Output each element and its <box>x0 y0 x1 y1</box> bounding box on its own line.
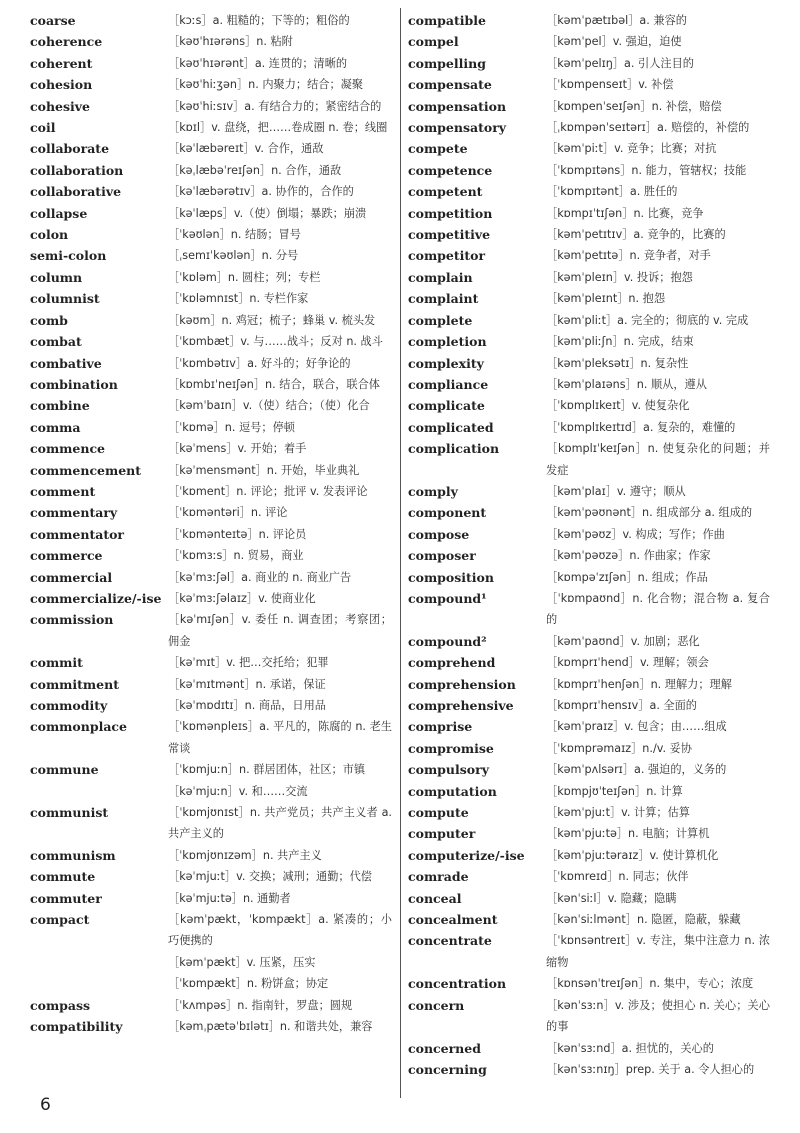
entry-headword: composer <box>408 548 476 564</box>
entry-headword: compose <box>408 526 470 542</box>
dictionary-entry <box>408 823 770 844</box>
dictionary-entry <box>408 502 770 523</box>
dictionary-entry <box>30 952 392 973</box>
dictionary-entry <box>30 417 392 438</box>
dictionary-entry <box>30 310 392 331</box>
entry-definition: ［ˈkɒmjuːn］n. 群居团体，社区；市镇 <box>168 763 366 777</box>
column-divider <box>400 8 401 1098</box>
entry-definition: ［kəˈmɜːʃəl］a. 商业的 n. 商业广告 <box>168 570 352 584</box>
dictionary-entry <box>408 481 770 502</box>
dictionary-entry <box>408 716 770 737</box>
entry-headword: comrade <box>408 869 469 885</box>
dictionary-entry <box>408 674 770 695</box>
dictionary-entry <box>30 267 392 288</box>
entry-definition: ［kəmˈpetɪtɪv］a. 竞争的，比赛的 <box>546 228 726 242</box>
entry-definition: ［ˈkɒmjʊnɪzəm］n. 共产主义 <box>168 848 322 862</box>
entry-definition: ［ˈkɒləm］n. 圆柱；列；专栏 <box>168 270 321 284</box>
entry-headword: cohesion <box>30 77 93 93</box>
entry-definition: ［kəmˈpliːt］a. 完全的；彻底的 v. 完成 <box>546 313 749 327</box>
entry-definition: ［ˈkɒməntəri］n. 评论 <box>168 506 288 520</box>
dictionary-entry <box>408 1059 770 1080</box>
entry-definition: ［ˌkɒmpənˈseɪtərɪ］a. 赔偿的，补偿的 <box>546 121 750 135</box>
entry-definition: ［kənˈsiːlmənt］n. 隐匿，隐蔽，躲藏 <box>546 913 741 927</box>
entry-definition: ［kəʊˈhiːsɪv］a. 有结合力的；紧密结合的 <box>168 99 382 113</box>
entry-definition: ［kəmˈpleɪnt］n. 抱怨 <box>546 292 666 306</box>
entry-headword: column <box>30 269 83 285</box>
entry-definition: ［kəmˈpjuːt］v. 计算；估算 <box>546 806 690 820</box>
entry-definition: ［kəʊˈhɪərənt］a. 连贯的；清晰的 <box>168 56 348 70</box>
entry-headword: concealment <box>408 912 498 928</box>
entry-headword: combination <box>30 376 118 392</box>
entry-headword: complicated <box>408 419 494 435</box>
entry-headword: commentary <box>30 505 118 521</box>
entry-definition: ［kəˌlæbəˈreɪʃən］n. 合作，通敌 <box>168 163 342 177</box>
entry-definition: ［kəmˈpækt］v. 压紧，压实 <box>168 955 316 969</box>
dictionary-entry <box>408 759 770 780</box>
entry-headword: commission <box>30 612 114 628</box>
dictionary-entry <box>30 203 392 224</box>
entry-definition: ［kəmˈpleksətɪ］n. 复杂性 <box>546 356 689 370</box>
dictionary-entry <box>30 781 392 802</box>
dictionary-entry <box>408 395 770 416</box>
entry-definition: ［ˈkɒmreɪd］n. 同志；伙伴 <box>546 870 689 884</box>
dictionary-entry <box>408 909 770 930</box>
entry-definition: ［ˈkʌmpəs］n. 指南针，罗盘；圆规 <box>168 998 353 1012</box>
entry-definition: ［kənˈsɜːn］v. 涉及；使担心 n. 关心；关心的事 <box>546 998 770 1034</box>
entry-definition: ［kəˈmensmənt］n. 开始，毕业典礼 <box>168 463 360 477</box>
dictionary-entry <box>408 631 770 652</box>
dictionary-entry <box>30 802 392 845</box>
entry-headword: component <box>408 505 487 521</box>
entry-headword: complain <box>408 269 473 285</box>
dictionary-entry <box>408 930 770 973</box>
dictionary-entry <box>408 96 770 117</box>
entry-definition: ［ˈkɒmplɪkeɪt］v. 使复杂化 <box>546 399 690 413</box>
entry-definition: ［ˈkɒmpɪtənt］a. 胜任的 <box>546 185 678 199</box>
entry-definition: ［kəmˈpjuːtəraɪz］v. 使计算机化 <box>546 848 719 862</box>
entry-headword: complaint <box>408 291 479 307</box>
entry-headword: comprehensive <box>408 698 514 713</box>
dictionary-entry <box>30 909 392 952</box>
entry-headword: commercial <box>30 569 113 585</box>
entry-headword: colon <box>30 227 69 243</box>
entry-definition: ［kɒmbɪˈneɪʃən］n. 结合，联合，联合体 <box>168 377 380 391</box>
entry-headword: computer <box>408 826 476 842</box>
dictionary-entry <box>408 310 770 331</box>
dictionary-entry <box>30 117 392 138</box>
entry-definition: ［kəˈmjuːt］v. 交换；减刑；通勤；代偿 <box>168 870 372 884</box>
entry-headword: comprise <box>408 719 473 735</box>
entry-definition: ［kəmˈpel］v. 强迫，迫使 <box>546 35 682 49</box>
dictionary-entry <box>30 674 392 695</box>
dictionary-entry <box>30 438 392 459</box>
dictionary-entry <box>408 331 770 352</box>
entry-headword: comma <box>30 419 81 435</box>
dictionary-entry <box>408 738 770 759</box>
entry-headword: commence <box>30 441 106 457</box>
entry-definition: ［kəmˈpaʊnd］v. 加剧；恶化 <box>546 634 700 648</box>
entry-definition: ［ˈkɒmbæt］v. 与……战斗；反对 n. 战斗 <box>168 335 383 349</box>
entry-headword: compliance <box>408 376 489 392</box>
entry-headword: concern <box>408 997 465 1013</box>
entry-headword: comply <box>408 483 458 499</box>
entry-headword: computerize/-ise <box>408 847 525 863</box>
dictionary-entry <box>408 695 770 716</box>
dictionary-entry <box>408 545 770 566</box>
dictionary-entry <box>408 973 770 994</box>
entry-definition: ［kəˈlæbəreɪt］v. 合作，通敌 <box>168 142 324 156</box>
dictionary-entry <box>30 567 392 588</box>
dictionary-entry <box>408 845 770 866</box>
entry-headword: complete <box>408 312 473 328</box>
entry-headword: competition <box>408 205 493 221</box>
entry-headword: competent <box>408 184 483 200</box>
entry-definition: ［kəmˈpelɪŋ］a. 引人注目的 <box>546 56 694 70</box>
dictionary-entry <box>408 245 770 266</box>
entry-definition: ［kɒmpenˈseɪʃən］n. 补偿，赔偿 <box>546 99 722 113</box>
entry-definition: ［kɒnsənˈtreɪʃən］n. 集中，专心；浓度 <box>546 977 754 991</box>
entry-headword: compulsory <box>408 762 489 778</box>
dictionary-entry <box>30 331 392 352</box>
entry-headword: commentator <box>30 526 125 542</box>
entry-headword: compute <box>408 805 469 821</box>
entry-headword: coil <box>30 120 56 136</box>
entry-headword: competence <box>408 162 493 178</box>
dictionary-entry <box>408 524 770 545</box>
entry-definition: ［kəmˈpəʊz］v. 构成；写作；作曲 <box>546 527 725 541</box>
entry-definition: ［kəmˈplaɪ］v. 遵守；顺从 <box>546 484 686 498</box>
dictionary-entry <box>408 288 770 309</box>
dictionary-entry <box>408 1038 770 1059</box>
entry-definition: ［ˈkɒmɜːs］n. 贸易，商业 <box>168 549 304 563</box>
entry-headword: composition <box>408 569 494 585</box>
dictionary-entry <box>30 545 392 566</box>
entry-definition: ［kəʊˈhɪərəns］n. 粘附 <box>168 35 293 49</box>
dictionary-entry <box>30 1016 392 1037</box>
entry-definition: ［ˈkɒmprəmaɪz］n./v. 妥协 <box>546 741 692 755</box>
entry-definition: ［kəmˈpʌlsərɪ］a. 强迫的，义务的 <box>546 763 727 777</box>
entry-headword: concerning <box>408 1061 487 1077</box>
dictionary-entry <box>30 138 392 159</box>
entry-headword: concerned <box>408 1040 481 1056</box>
entry-headword: coherence <box>30 34 103 50</box>
entry-headword: compelling <box>408 55 486 71</box>
right-column <box>408 10 770 1080</box>
entry-headword: collaborate <box>30 141 110 157</box>
entry-headword: compensatory <box>408 120 507 136</box>
dictionary-entry <box>30 502 392 523</box>
dictionary-entry <box>30 695 392 716</box>
entry-definition: ［ˈkɒmbətɪv］a. 好斗的；好争论的 <box>168 356 351 370</box>
entry-definition: ［kəmˈpiːt］v. 竞争；比赛；对抗 <box>546 142 717 156</box>
entry-headword: coarse <box>30 13 76 28</box>
entry-headword: compound¹ <box>408 590 487 606</box>
entry-headword: commerce <box>30 548 103 564</box>
entry-headword: concentrate <box>408 933 492 949</box>
entry-headword: collaborative <box>30 184 122 200</box>
entry-headword: concentration <box>408 976 507 992</box>
entry-definition: ［ˈkɒmpɪtəns］n. 能力，管辖权；技能 <box>546 163 747 177</box>
entry-headword: compensate <box>408 77 492 93</box>
dictionary-entry <box>408 802 770 823</box>
entry-headword: collaboration <box>30 162 124 178</box>
entry-headword: compound² <box>408 633 487 649</box>
entry-headword: completion <box>408 334 487 350</box>
entry-headword: compensation <box>408 98 507 114</box>
entry-definition: ［kɒɪl］v. 盘绕，把……卷成圈 n. 卷；线圈 <box>168 121 388 135</box>
dictionary-entry <box>30 524 392 545</box>
dictionary-entry <box>30 224 392 245</box>
dictionary-entry <box>408 995 770 1038</box>
entry-definition: ［kəmˈplaɪəns］n. 顺从，遵从 <box>546 377 707 391</box>
dictionary-entry <box>30 181 392 202</box>
entry-definition: ［kəmˈbaɪn］v.（使）结合；（使）化合 <box>168 399 370 413</box>
entry-headword: compatibility <box>30 1019 123 1035</box>
entry-headword: combat <box>30 334 82 350</box>
dictionary-entry <box>30 245 392 266</box>
entry-definition: ［kɒmprɪˈhensɪv］a. 全面的 <box>546 699 697 712</box>
entry-definition: ［kəˈmɪtmənt］n. 承诺，保证 <box>168 677 326 691</box>
entry-definition: ［kəmˌpætəˈbɪlətɪ］n. 和谐共处，兼容 <box>168 1020 373 1034</box>
dictionary-entry <box>30 866 392 887</box>
entry-definition: ［ˈkɒləmnɪst］n. 专栏作家 <box>168 292 309 306</box>
entry-headword: compatible <box>408 13 486 28</box>
entry-definition: ［kəmˈpəʊnənt］n. 组成部分 a. 组成的 <box>546 506 753 520</box>
entry-headword: commune <box>30 762 99 778</box>
entry-headword: semi-colon <box>30 248 107 264</box>
entry-definition: ［ˈkɒmənpleɪs］a. 平凡的，陈腐的 n. 老生常谈 <box>168 720 392 755</box>
entry-definition: ［kəmˈpækt，ˈkɒmpækt］a. 紧凑的；小巧便携的 <box>168 913 392 948</box>
dictionary-entry <box>408 652 770 673</box>
entry-definition: ［ˈkɒmjʊnɪst］n. 共产党员；共产主义者 a. 共产主义的 <box>168 806 392 841</box>
dictionary-entry <box>30 374 392 395</box>
entry-definition: ［kənˈsiːl］v. 隐藏；隐瞒 <box>546 891 677 905</box>
entry-definition: ［kɒmpəˈzɪʃən］n. 组成；作品 <box>546 570 708 584</box>
entry-definition: ［kəˈmjuːtə］n. 通勤者 <box>168 891 291 905</box>
entry-definition: ［kəmˈpraɪz］v. 包含；由……组成 <box>546 720 727 734</box>
dictionary-entry <box>408 224 770 245</box>
dictionary-entry <box>30 74 392 95</box>
entry-headword: communism <box>30 847 116 863</box>
entry-headword: competitive <box>408 227 491 243</box>
dictionary-entry <box>30 759 392 780</box>
dictionary-entry <box>408 74 770 95</box>
entry-headword: complication <box>408 441 500 457</box>
entry-headword: conceal <box>408 890 462 906</box>
dictionary-entry <box>408 203 770 224</box>
entry-definition: ［kɒmplɪˈkeɪʃən］n. 使复杂化的问题；并发症 <box>546 442 770 477</box>
entry-headword: computation <box>408 783 497 799</box>
entry-headword: cohesive <box>30 98 90 114</box>
entry-definition: ［kɒmpɪˈtɪʃən］n. 比赛，竞争 <box>546 206 704 220</box>
entry-headword: compromise <box>408 740 494 756</box>
entry-definition: ［kɒmprɪˈhenʃən］n. 理解力；理解 <box>546 677 732 691</box>
dictionary-entry <box>30 995 392 1016</box>
entry-headword: coherent <box>30 55 93 71</box>
dictionary-entry <box>30 160 392 181</box>
dictionary-entry <box>30 353 392 374</box>
entry-definition: ［ˈkɒmənteɪtə］n. 评论员 <box>168 527 307 541</box>
entry-headword: communist <box>30 805 109 821</box>
dictionary-entry <box>408 888 770 909</box>
entry-headword: commencement <box>30 462 142 478</box>
entry-headword: compel <box>408 34 459 50</box>
dictionary-entry <box>408 781 770 802</box>
entry-headword: compact <box>30 912 90 928</box>
left-column <box>30 10 392 1038</box>
dictionary-entry <box>30 888 392 909</box>
dictionary-entry <box>30 96 392 117</box>
dictionary-entry <box>408 353 770 374</box>
entry-definition: ［kəˈmjuːn］v. 和……交流 <box>168 784 308 798</box>
dictionary-entry <box>30 53 392 74</box>
entry-headword: compete <box>408 141 468 157</box>
dictionary-entry <box>30 10 392 31</box>
entry-definition: ［kəˈmɪt］v. 把…交托给；犯罪 <box>168 656 329 670</box>
entry-definition: ［kəˈlæps］v.（使）倒塌；暴跌；崩溃 <box>168 206 367 220</box>
entry-headword: commit <box>30 655 83 671</box>
entry-definition: ［ˌsemɪˈkəʊlən］n. 分号 <box>168 249 299 263</box>
dictionary-entry <box>30 973 392 994</box>
entry-definition: ［ˈkɒmpaʊnd］n. 化合物；混合物 a. 复合的 <box>546 591 770 627</box>
entry-headword: commuter <box>30 890 102 906</box>
entry-definition: ［kəˈmens］v. 开始；着手 <box>168 442 307 456</box>
entry-definition: ［kəʊm］n. 鸡冠；梳子；蜂巢 v. 梳头发 <box>168 313 376 327</box>
entry-definition: ［kəmˈpliːʃn］n. 完成，结束 <box>546 335 694 349</box>
dictionary-entry <box>30 588 392 609</box>
dictionary-entry <box>30 31 392 52</box>
entry-headword: commute <box>30 869 96 885</box>
entry-headword: collapse <box>30 205 88 221</box>
dictionary-entry <box>408 417 770 438</box>
dictionary-entry <box>30 716 392 759</box>
entry-headword: complicate <box>408 398 485 414</box>
entry-definition: ［kəmˈpetɪtə］n. 竞争者，对手 <box>546 249 711 263</box>
entry-definition: ［kəˈlæbərətɪv］a. 协作的，合作的 <box>168 185 354 199</box>
entry-definition: ［kəʊˈhiːʒən］n. 内聚力；结合；凝聚 <box>168 78 364 92</box>
entry-definition: ［ˈkɒnsəntreɪt］v. 专注，集中注意力 n. 浓缩物 <box>546 934 770 969</box>
dictionary-entry <box>30 395 392 416</box>
entry-definition: ［ˈkɒment］n. 评论；批评 v. 发表评论 <box>168 484 368 498</box>
entry-headword: comb <box>30 312 68 328</box>
entry-definition: ［kəmˈpleɪn］v. 投诉；抱怨 <box>546 270 693 284</box>
entry-headword: combative <box>30 355 102 371</box>
entry-headword: complexity <box>408 355 484 371</box>
entry-headword: combine <box>30 398 90 414</box>
dictionary-entry <box>30 288 392 309</box>
dictionary-entry <box>408 10 770 31</box>
dictionary-entry <box>408 588 770 631</box>
dictionary-entry <box>408 267 770 288</box>
entry-headword: comprehend <box>408 655 496 671</box>
entry-definition: ［kənˈsɜːnd］a. 担忧的，关心的 <box>546 1041 714 1055</box>
entry-headword: commitment <box>30 676 119 692</box>
entry-definition: ［ˈkɒmpækt］n. 粉饼盒；协定 <box>168 977 329 991</box>
entry-headword: commodity <box>30 698 108 713</box>
entry-headword: compass <box>30 997 91 1013</box>
dictionary-entry <box>408 374 770 395</box>
entry-definition: ［kəˈmɪʃən］v. 委任 n. 调查团；考察团；佣金 <box>168 613 392 648</box>
dictionary-entry <box>408 181 770 202</box>
entry-definition: ［ˈkɒmplɪkeɪtɪd］a. 复杂的，难懂的 <box>546 420 736 434</box>
dictionary-entry <box>408 866 770 887</box>
dictionary-entry <box>30 845 392 866</box>
entry-definition: ［kɒmprɪˈhend］v. 理解；领会 <box>546 656 709 670</box>
dictionary-entry <box>30 460 392 481</box>
dictionary-entry <box>30 609 392 652</box>
entry-headword: competitor <box>408 248 486 264</box>
entry-definition: ［ˈkɒmpenseɪt］v. 补偿 <box>546 78 674 92</box>
dictionary-entry <box>408 160 770 181</box>
entry-definition: ［kəmˈpætɪbəl］a. 兼容的 <box>546 14 687 27</box>
entry-headword: commercialize/-ise <box>30 590 162 606</box>
dictionary-entry <box>30 652 392 673</box>
entry-definition: ［kɒmpjʊˈteɪʃən］n. 计算 <box>546 784 683 798</box>
page-number: 6 <box>40 1095 51 1115</box>
dictionary-entry <box>408 117 770 138</box>
dictionary-entry <box>408 53 770 74</box>
dictionary-entry <box>408 31 770 52</box>
entry-definition: ［kəmˈpəʊzə］n. 作曲家；作家 <box>546 549 711 563</box>
entry-headword: commonplace <box>30 719 127 735</box>
entry-headword: columnist <box>30 291 100 307</box>
dictionary-entry <box>408 438 770 481</box>
entry-headword: comment <box>30 483 96 499</box>
entry-definition: ［kəˈmɒdɪtɪ］n. 商品，日用品 <box>168 699 326 712</box>
dictionary-entry <box>408 138 770 159</box>
dictionary-entry <box>408 567 770 588</box>
entry-definition: ［kɔːs］a. 粗糙的；下等的；粗俗的 <box>168 14 350 27</box>
entry-definition: ［kəˈmɜːʃəlaɪz］v. 使商业化 <box>168 591 316 605</box>
entry-definition: ［kəmˈpjuːtə］n. 电脑；计算机 <box>546 827 710 841</box>
dictionary-entry <box>30 481 392 502</box>
entry-definition: ［ˈkəʊlən］n. 结肠；冒号 <box>168 228 301 242</box>
entry-definition: ［kənˈsɜːnɪŋ］prep. 关于 a. 令人担心的 <box>546 1062 755 1076</box>
entry-definition: ［ˈkɒmə］n. 逗号；停顿 <box>168 420 295 434</box>
entry-headword: comprehension <box>408 676 516 692</box>
